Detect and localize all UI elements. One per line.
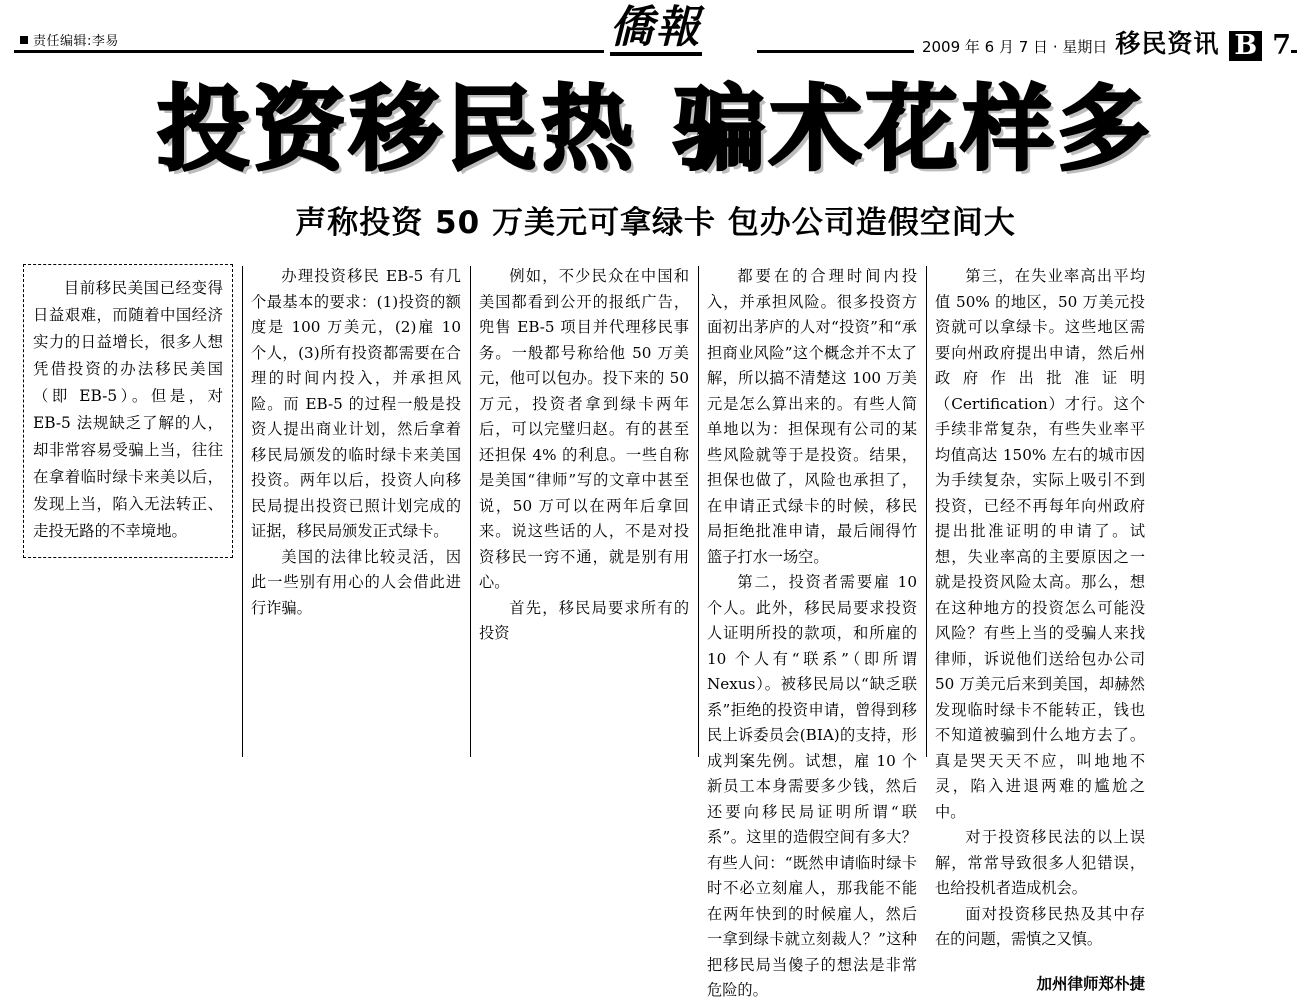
article-body (14, 264, 1297, 1000)
editor-credit-label: 责任编辑:李易 (33, 34, 119, 49)
issue-date: 2009 年 6 月 7 日 · 星期日 (921, 38, 1108, 56)
masthead-right (914, 24, 1291, 61)
paragraph: 对于投资移民法的以上误解，常常导致很多人犯错误，也给投机者造成机会。 (935, 828, 1145, 898)
lead-paragraph-box (23, 264, 233, 558)
paragraph: 面对投资移民热及其中存在的问题，需慎之又慎。 (935, 904, 1145, 949)
headline: 投资移民热 骗术花样多 (157, 76, 1154, 183)
article-column-3 (470, 264, 698, 759)
page-letter-badge: B (1229, 31, 1262, 61)
editor-credit (20, 30, 119, 49)
paragraph: 第二，投资者需要雇 10 个人。此外，移民局要求投资人证明所投的款项，和所雇的 10 个人有“联系”（即所谓 Nexus）。被移民局以“缺乏联系”拒绝的投资申请，曾得到移民上诉委员会(BIA)的支持，形成判案先例。试想，雇 10 个新员工本身需要多少钱，然后还要向移民局证明所谓“联系”。这里的造假空间有多大？有些人问：“既然申请临时绿卡时不必立刻雇人，那我能不能在两年快到的时候雇人，然后一拿到绿卡就立刻裁人？”这种把移民局当傻子的想法是非常危险的。 (707, 573, 917, 1000)
masthead-rule-left (14, 50, 614, 53)
article-column-4 (698, 264, 926, 1000)
section-title: 移民资讯 (1115, 29, 1220, 58)
subheadline: 声称投资 50 万美元可拿绿卡 包办公司造假空间大 (295, 205, 1016, 242)
lead-paragraph-text: 目前移民美国已经变得日益艰难，而随着中国经济实力的日益增长，很多人想凭借投资的办法移民美国（即 EB-5）。但是，对 EB-5 法规缺乏了解的人，却非常容易受骗上当，往往在拿着临时绿卡来美以后，发现上当，陷入无法转正、走投无路的不幸境地。 (33, 279, 223, 541)
author-byline: 加州律师郑朴捷 (1036, 973, 1145, 993)
paragraph: 例如，不少民众在中国和美国都看到公开的报纸广告，兜售 EB-5 项目并代理移民事务。一般都号称给他 50 万美元，他可以包办。投下来的 50 万元，投资者拿到绿卡两年后，可以完璧归赵。有的甚至还担保 4% 的利息。一些自称是美国“律师”写的文章中甚至说，50 万可以在两年后拿回来。说这些话的人，不是对投资移民一窍不通，就是别有用心。 (479, 267, 689, 592)
article-column-1 (14, 264, 242, 759)
bullet-square-icon (20, 36, 28, 44)
article-column-5 (926, 264, 1154, 993)
masthead (14, 0, 1297, 72)
paragraph: 办理投资移民 EB-5 有几个最基本的要求：(1)投资的额度是 100 万美元，(2)雇 10 个人，(3)所有投资都需要在合理的时间内投入，并承担风险。而 EB-5 的过程一般是投资人提出商业计划，然后拿着移民局颁发的临时绿卡来美国投资。两年以后，投资人向移民局提出投资已照计划完成的证据，移民局颁发正式绿卡。 (251, 267, 461, 541)
article-column-2 (242, 264, 470, 759)
paragraph: 首先，移民局要求所有的投资 (479, 598, 689, 643)
paragraph: 美国的法律比较灵活，因此一些别有用心的人会借此进行诈骗。 (251, 547, 461, 617)
publication-logo-text: 僑報 (609, 2, 702, 53)
paragraph: 都要在的合理时间内投入，并承担风险。很多投资方面初出茅庐的人对“投资”和“承担商业风险”这个概念并不太了解，所以搞不清楚这 100 万美元是怎么算出来的。有些人简单地以为：担保现有公司的某些风险就等于是投资。结果，担保也做了，风险也承担了，在申请正式绿卡的时候，移民局拒绝批准申请，最后闹得竹篮子打水一场空。 (707, 267, 917, 566)
page-number: 7 (1272, 30, 1291, 61)
paragraph: 第三，在失业率高出平均值 50% 的地区，50 万美元投资就可以拿绿卡。这些地区需要向州政府提出申请，然后州政府作出批准证明（Certification）才行。这个手续非常复杂，有些失业率平均值高达 150% 左右的城市因为手续复杂，实际上吸引不到投资，已经不再每年向州政府提出批准证明的申请了。试想，失业率高的主要原因之一就是投资风险太高。那么，想在这种地方的投资怎么可能没风险？有些上当的受骗人来找律师，诉说他们送给包办公司 50 万美元后来到美国，却赫然发现临时绿卡不能转正，钱也不知道被骗到什么地方去了。真是哭天天不应，叫地地不灵，陷入进退两难的尴尬之中。 (935, 267, 1145, 821)
publication-logo (604, 2, 708, 56)
